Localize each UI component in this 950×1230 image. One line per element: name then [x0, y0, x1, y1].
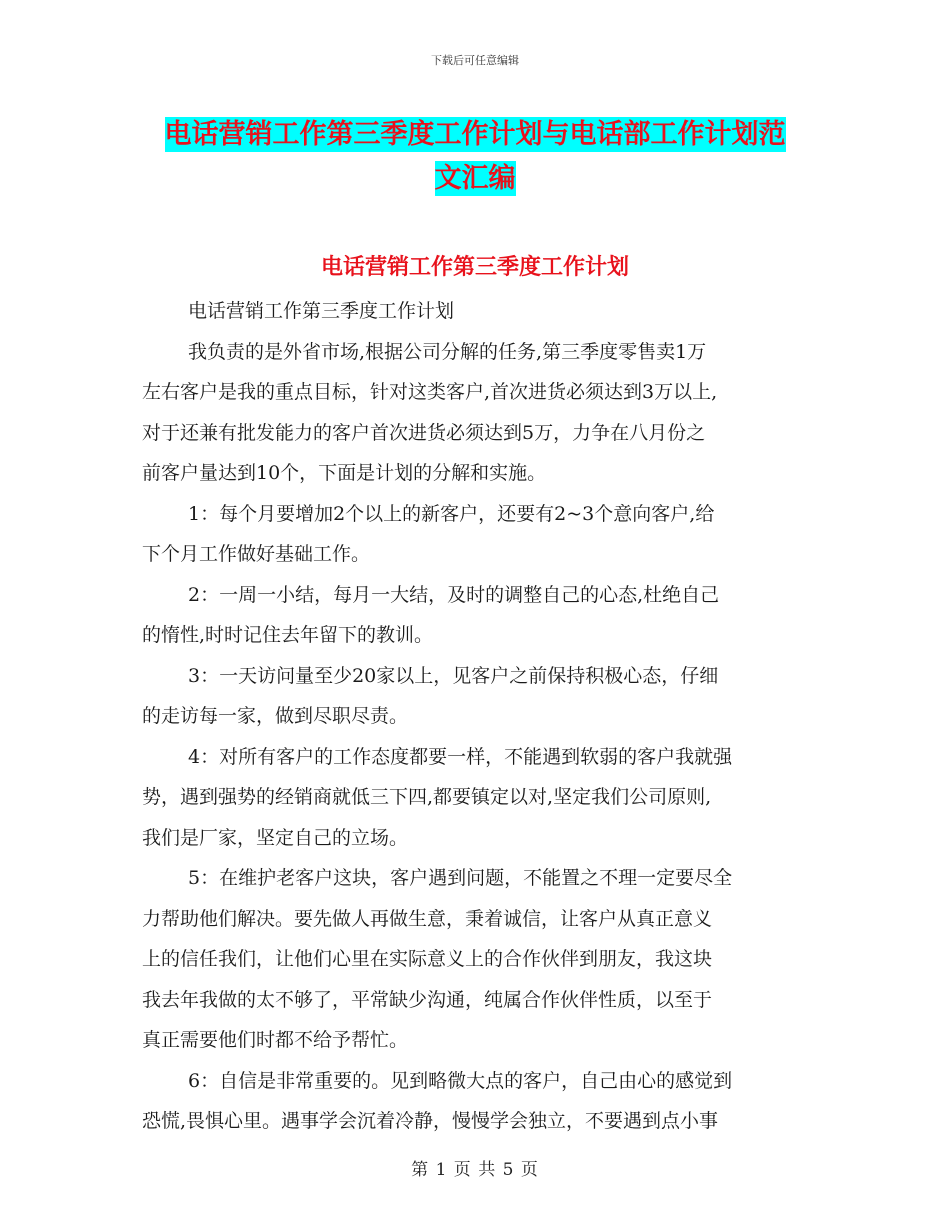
title-highlight-1: 电话营销工作第三季度工作计划与电话部工作计划范	[164, 119, 786, 150]
document-title-line-2	[0, 156, 950, 195]
body-line: 下个月工作做好基础工作。	[142, 543, 371, 565]
document-body	[142, 291, 814, 1142]
body-line: 力帮助他们解决。要先做人再做生意，秉着诚信，让客户从真正意义	[142, 907, 713, 930]
title-highlight-2: 文汇编	[434, 163, 516, 194]
body-line: 电话营销工作第三季度工作计划	[188, 300, 455, 322]
body-line: 左右客户是我的重点目标，针对这类客户,首次进货必须达到3万以上,	[142, 381, 718, 403]
body-line: 2：一周一小结，每月一大结，及时的调整自己的心态,杜绝自己	[188, 583, 720, 606]
body-line: 1：每个月要增加2个以上的新客户，还要有2~3个意向客户,给	[188, 502, 715, 525]
body-line: 3：一天访问量至少20家以上，见客户之前保持积极心态，仔细	[188, 664, 719, 687]
body-line: 前客户量达到10个，下面是计划的分解和实施。	[142, 462, 547, 484]
body-line: 5：在维护老客户这块，客户遇到问题，不能置之不理一定要尽全	[188, 867, 733, 889]
body-line: 的惰性,时时记住去年留下的教训。	[142, 624, 434, 646]
page-footer: 第 1 页 共 5 页	[411, 1160, 539, 1180]
body-line: 真正需要他们时都不给予帮忙。	[142, 1029, 409, 1051]
body-line: 6：自信是非常重要的。见到略微大点的客户，自己由心的感觉到	[188, 1069, 733, 1092]
section-subtitle: 电话营销工作第三季度工作计划	[320, 255, 629, 280]
body-line: 我们是厂家，坚定自己的立场。	[142, 826, 409, 849]
page-header-note: 下载后可任意编辑	[431, 54, 519, 67]
body-line: 的走访每一家，做到尽职尽责。	[142, 705, 409, 727]
body-line: 上的信任我们，让他们心里在实际意义上的合作伙伴到朋友，我这块	[142, 948, 713, 970]
body-line: 对于还兼有批发能力的客户首次进货必须达到5万，力争在八月份之	[142, 421, 706, 444]
body-line: 我去年我做的太不够了，平常缺少沟通，纯属合作伙伴性质，以至于	[142, 988, 713, 1011]
body-line: 4：对所有客户的工作态度都要一样，不能遇到软弱的客户我就强	[188, 745, 733, 768]
document-title-line-1	[0, 112, 950, 151]
body-line: 我负责的是外省市场,根据公司分解的任务,第三季度零售卖1万	[188, 340, 707, 363]
body-line: 势，遇到强势的经销商就低三下四,都要镇定以对,坚定我们公司原则,	[142, 786, 712, 808]
body-line: 恐慌,畏惧心里。遇事学会沉着冷静，慢慢学会独立，不要遇到点小事	[142, 1110, 719, 1132]
